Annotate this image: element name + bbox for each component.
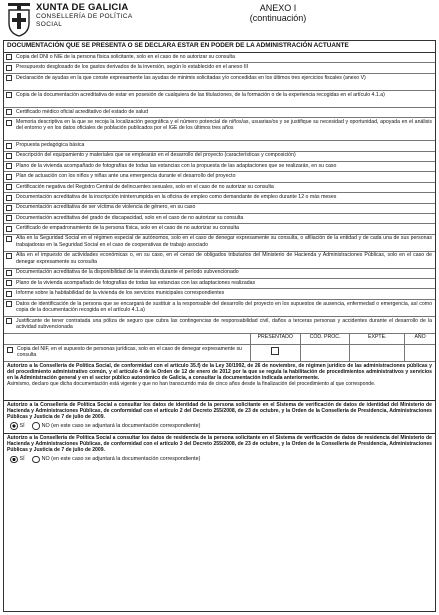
doc-checkbox[interactable] (6, 195, 12, 201)
residence-yes-radio[interactable] (10, 456, 18, 464)
declaration-text: Asimismo, declaro que dicha documentación está vigente y que no han transcurrido más de cinco años desde la finalización del procedimiento al que corresponde. (7, 381, 376, 388)
doc-item (4, 252, 435, 269)
doc-item-text: Plano de la vivienda acompañado de fotografías de todas las estancias con la propuesta de las adaptaciones que se realizarán, en su caso (16, 162, 337, 169)
presentado-checkbox[interactable] (271, 347, 279, 355)
doc-item (4, 289, 435, 299)
doc-item (4, 193, 435, 203)
doc-checkbox[interactable] (6, 184, 12, 190)
doc-item-text: Propuesta pedagógica básica (16, 141, 85, 148)
doc-checkbox[interactable] (6, 120, 12, 126)
doc-item (4, 279, 435, 289)
doc-checkbox[interactable] (6, 174, 12, 180)
doc-checkbox[interactable] (6, 109, 12, 115)
residence-no-label: NO (en este caso se adjuntará la documentación correspondiente) (41, 456, 201, 463)
identity-yes-label: SÍ (19, 423, 25, 430)
doc-checkbox[interactable] (6, 153, 12, 159)
nif-row-text: Copia del NIF, en el supuesto de personas jurídicas, solo en el caso de denegar expresamente su consulta (17, 345, 242, 359)
doc-checkbox[interactable] (6, 75, 12, 81)
xunta-shield-logo (6, 3, 32, 37)
org-name: XUNTA DE GALICIA (36, 2, 129, 13)
doc-item (4, 235, 435, 252)
doc-checkbox[interactable] (6, 226, 12, 232)
doc-checkbox[interactable] (6, 215, 12, 221)
residence-authorization (4, 433, 435, 466)
doc-item-text: Copia de la documentación acreditativa de estar en posesión de cualquiera de las titulaciones, de la formación o de la experiencia recogidas en el artículo 4.1.a) (16, 91, 385, 98)
doc-checkbox[interactable] (6, 253, 12, 259)
doc-item-text: Documentación acreditativa de ser víctima de violencia de género, en su caso (16, 204, 196, 211)
doc-item (4, 172, 435, 182)
doc-checkbox[interactable] (6, 54, 12, 60)
doc-item-text: Documentación acreditativa de la inscripción ininterrumpida en la oficina de empleo como demandante de empleo durante 12 o más meses (16, 193, 337, 200)
doc-item-text: Presupuesto desglosado de los gastos derivados de la inversión, según lo establecido en el anexo III (16, 64, 249, 71)
doc-item (4, 204, 435, 214)
doc-checkbox[interactable] (6, 65, 12, 71)
expte-field[interactable] (349, 345, 404, 361)
doc-checkbox[interactable] (6, 280, 12, 286)
doc-checkbox[interactable] (6, 236, 12, 242)
doc-item-text: Certificación negativa del Registro Central de delincuentes sexuales, solo en el caso de no autorizar su consulta (16, 183, 274, 190)
doc-checkbox[interactable] (6, 301, 12, 307)
col-presentado: PRESENTADO (250, 334, 300, 344)
doc-item-text: Certificado de empadronamiento de la persona física, solo en el caso de no autorizar su consulta (16, 225, 239, 232)
doc-item (4, 118, 435, 141)
doc-checkbox[interactable] (6, 143, 12, 149)
cod-proc-field[interactable] (300, 345, 350, 361)
documentation-section (3, 40, 436, 612)
doc-item-text: Certificado médico oficial acreditativo del estado de salud (16, 108, 149, 115)
identity-no-label: NO (en este caso se adjuntará la documentación correspondiente) (41, 423, 201, 430)
department-line-2: SOCIAL (36, 21, 63, 28)
doc-item-text: Plan de actuación con los niños y niñas ante una emergencia durante el desarrollo del proyecto (16, 173, 236, 180)
doc-item-text: Declaración de ayudas en la que conste expresamente las ayudas de minimis solicitadas y/o concedidas en los últimos tres ejercicios fiscales (anexo V) (16, 74, 366, 81)
doc-checkbox[interactable] (6, 291, 12, 297)
doc-item (4, 317, 435, 334)
identity-auth-text: Autorizo a la Consellería de Política Social a consultar los datos de identidad de la persona solicitante en el Sistema de verificación de datos de identidad del Ministerio de Hacienda y Administraciones Públicas, de conformidad con el artículo 2 del Decreto 255/2008, de 23 de octubre, y la Orden de la Consellería de Presidencia, Administraciones Públicas y Justicia de 7 de julio de 2009. (7, 401, 432, 421)
doc-item (4, 183, 435, 193)
doc-item-text: Plano de la vivienda acompañado de fotografías de todas las estancias con las adaptaciones realizadas (16, 279, 256, 286)
col-cod-proc: CÓD. PROC. (300, 334, 350, 344)
nif-checkbox[interactable] (7, 347, 13, 353)
doc-item-text: Alta en el impuesto de actividades económicas o, en su caso, en el censo de obligados tributarios del Ministerio de Hacienda y Administraciones Públicas, solo en el caso de denegar expresamente su consulta (16, 252, 432, 265)
doc-item (4, 152, 435, 162)
section-title: DOCUMENTACIÓN QUE SE PRESENTA O SE DECLARA ESTAR EN PODER DE LA ADMINISTRACIÓN ACTUANTE (4, 41, 435, 53)
doc-item (4, 63, 435, 73)
doc-checkbox[interactable] (6, 205, 12, 211)
col-ano: AÑO (404, 334, 435, 344)
doc-item-text: Documentación acreditativa del grado de discapacidad, solo en el caso de no autorizar su consulta (16, 214, 244, 221)
doc-item (4, 141, 435, 151)
department-line-1: CONSELLERÍA DE POLÍTICA (36, 13, 133, 20)
doc-item (4, 91, 435, 108)
doc-checkbox[interactable] (6, 92, 12, 98)
doc-checkbox[interactable] (6, 318, 12, 324)
doc-item (4, 224, 435, 234)
annex-title: ANEXO I (259, 3, 297, 13)
identity-no-radio[interactable] (32, 422, 40, 430)
table-header-row (4, 334, 435, 345)
doc-item (4, 53, 435, 63)
doc-item-text: Descripción del equipamiento y materiales que se emplearán en el desarrollo del proyecto (características y composición) (16, 152, 296, 159)
doc-item (4, 214, 435, 224)
doc-item-text: Copia del DNI o NIE de la persona física solicitante, solo en el caso de no autorizar su consulta (16, 53, 235, 60)
col-expte: EXPTE. (349, 334, 404, 344)
ano-field[interactable] (404, 345, 435, 361)
identity-yes-radio[interactable] (10, 422, 18, 430)
doc-item-text: Informe sobre la habitabilidad de la vivienda de los servicios municipales correspondientes (16, 290, 225, 297)
doc-item-text: Justificante de tener contratada una póliza de seguro que cubra las contingencias de responsabilidad civil, daños a terceras personas y accidentes durante el desarrollo de la actividad subvencionada (16, 317, 432, 331)
doc-item-text: Documentación acreditativa de la disponibilidad de la vivienda durante el período subvencionado (16, 269, 239, 276)
residence-yes-label: SÍ (19, 456, 25, 463)
residence-auth-text: Autorizo a la Consellería de Política Social a consultar los datos de residencia de la persona solicitante en el Sistema de verificación de datos de residencia del Ministerio de Hacienda y Administraciones Públicas, de conformidad con el artículo 3 del Decreto 255/2008, de 23 de octubre, y la Orden de la Consellería de Presidencia, Administraciones Públicas y Justicia de 7 de julio de 2009. (7, 434, 432, 454)
authorization-text: Autorizo a la Consellería de Política Social, de conformidad con el artículo 35.f) de la Ley 30/1992, de 26 de noviembre, de régimen jurídico de las administraciones públicas y del procedimiento administrativo común, y el artículo 4 de la Orden de 12 de enero de 2012 por la que se regula la habilitación de procedimientos administrativos y servicios en la Administración general y en el sector público autonómico de Galicia, a consultar la documentación indicada anteriormente. (7, 362, 432, 382)
doc-item (4, 74, 435, 91)
doc-item (4, 300, 435, 317)
doc-item-text: Memoria descriptiva en la que se recoja la localización geográfica y el número potencial de niños/as, usuarias/os y se justifique su necesidad y oportunidad, apoyada en el análisis del entorno y en los datos oficiales de población publicados por el IGE de los últimos tres años (16, 118, 432, 132)
nif-row (4, 345, 435, 362)
authorization-block (4, 362, 435, 400)
doc-item (4, 269, 435, 279)
residence-no-radio[interactable] (32, 456, 40, 464)
annex-subtitle: (continuación) (249, 13, 307, 23)
page-header (0, 0, 439, 40)
doc-checkbox[interactable] (6, 270, 12, 276)
doc-item (4, 162, 435, 172)
doc-item-text: Alta en la Seguridad Social en el régimen especial de autónomos, solo en el caso de denegar expresamente su consulta, o afiliación de la entidad y de cada una de sus personas trabajadoras en la Seguridad Social en el caso de cooperativas de trabajo asociado (16, 235, 432, 248)
doc-checkbox[interactable] (6, 163, 12, 169)
identity-authorization (4, 400, 435, 433)
doc-item-text: Datos de identificación de la persona que se encargará de sustituir a la responsable del desarrollo del proyecto en los supuestos de ausencia, enfermedad o emergencia, así como copia de la documentación recogida en el artículo 4.1.a) (16, 300, 432, 314)
doc-item (4, 108, 435, 118)
